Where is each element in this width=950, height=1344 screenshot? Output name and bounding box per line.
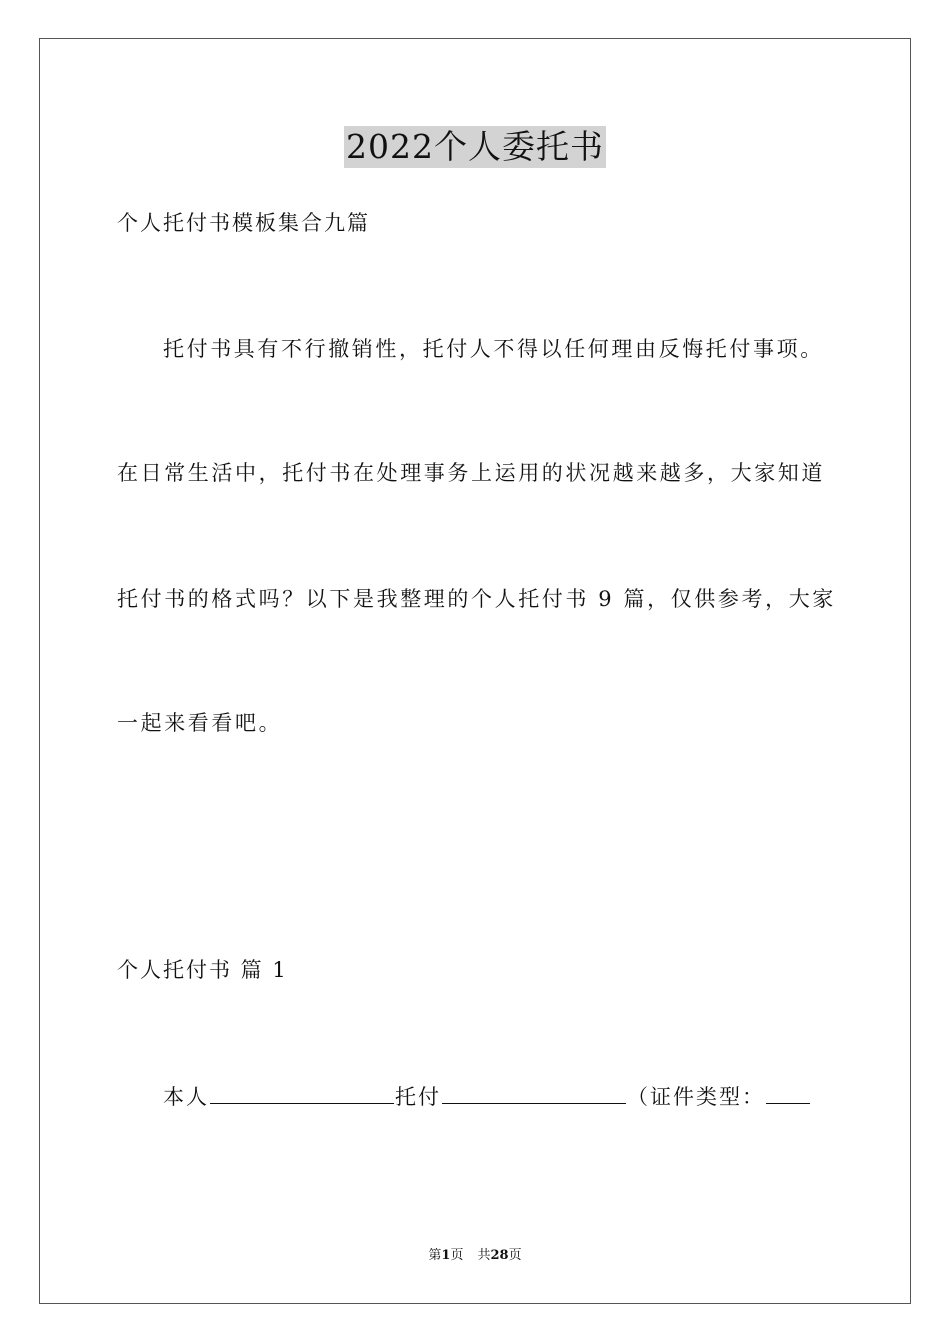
paragraph-line-3: 托付书的格式吗？以下是我整理的个人托付书 9 篇，仅供参考，大家 [117,587,836,611]
agent-name-blank[interactable] [442,1081,626,1104]
document-subtitle: 个人托付书模板集合九篇 [117,211,370,235]
form-line [163,1081,811,1112]
principal-name-blank[interactable] [210,1081,394,1104]
paragraph-line-4: 一起来看看吧。 [117,711,283,735]
document-title-text: 2022个人委托书 [346,127,604,166]
footer-total-prefix: 共 [477,1248,491,1263]
footer-page-suffix: 页 [450,1248,464,1263]
form-label-id-type: （证件类型： [627,1085,765,1109]
id-type-blank[interactable] [766,1081,810,1104]
footer-total-suffix: 页 [508,1248,522,1263]
page-footer [0,1247,950,1265]
form-label-entrust: 托付 [395,1085,441,1109]
paragraph-line-1: 托付书具有不行撤销性，托付人不得以任何理由反悔托付事项。 [163,337,824,361]
footer-page-number: 1 [441,1248,451,1263]
paragraph-line-2: 在日常生活中，托付书在处理事务上运用的状况越来越多，大家知道 [117,461,825,485]
footer-page-prefix: 第 [428,1248,442,1263]
form-label-principal: 本人 [163,1085,209,1109]
footer-total-pages: 28 [490,1248,509,1263]
section-heading: 个人托付书 篇 1 [117,958,288,982]
document-title [0,126,950,168]
